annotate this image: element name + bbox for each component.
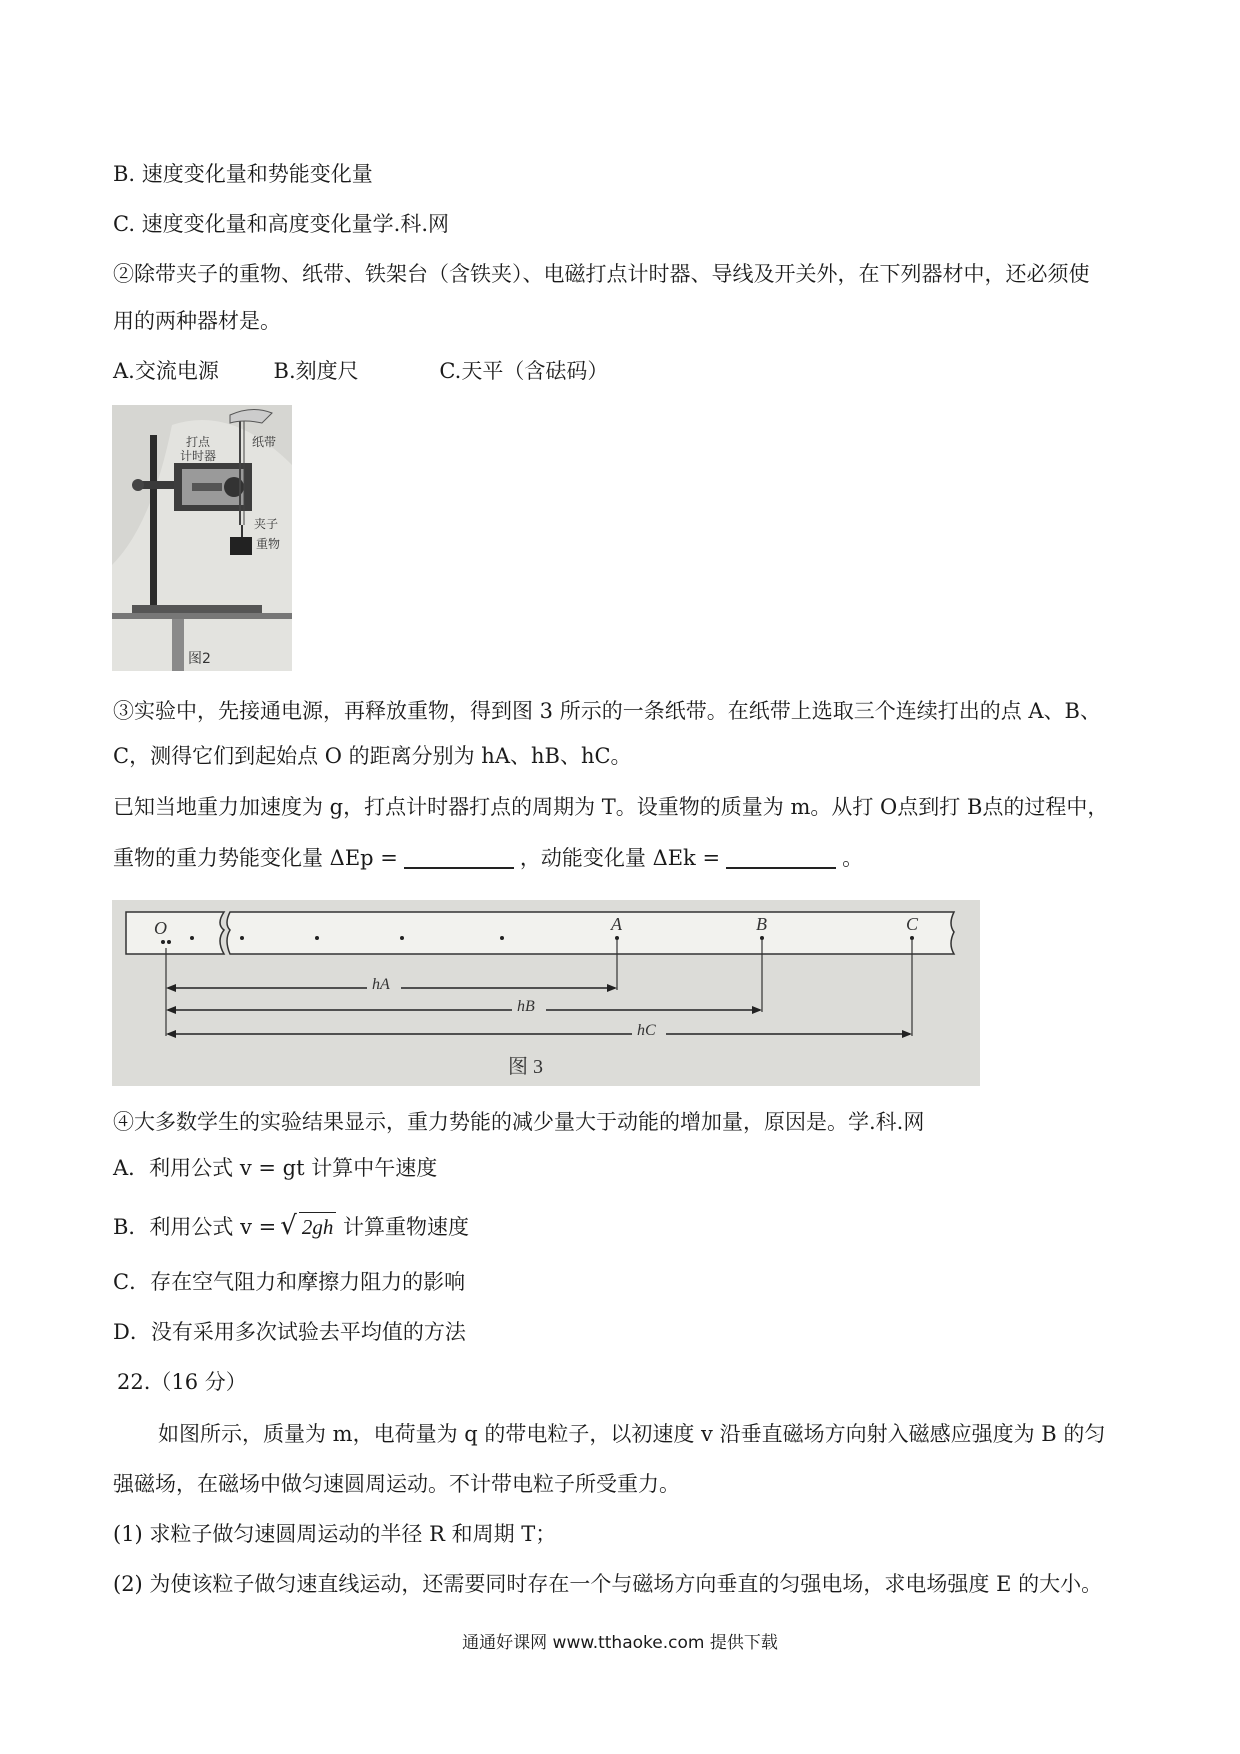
distance-hc: hC xyxy=(637,1022,656,1039)
label-timer: 打点 xyxy=(186,435,211,449)
question-4-option-a: A．利用公式 v = gt 计算中午速度 xyxy=(113,1156,438,1180)
label-timer-2: 计时器 xyxy=(180,449,217,463)
label-tape: 纸带 xyxy=(252,435,277,449)
potential-energy-text: 重物的重力势能变化量 ΔEp = xyxy=(113,846,398,870)
kinetic-energy-text: ，动能变化量 ΔEk = xyxy=(519,846,721,870)
problem-22-part-2: (2) 为使该粒子做匀速直线运动，还需要同时存在一个与磁场方向垂直的匀强电场，求电场强度 E 的大小。 xyxy=(113,1572,1103,1596)
problem-22-heading: 22.（16 分） xyxy=(117,1370,247,1394)
equipment-a: A.交流电源 xyxy=(113,359,219,383)
label-weight: 重物 xyxy=(256,537,281,551)
sqrt-icon: √ xyxy=(280,1211,297,1241)
question-4-option-c: C．存在空气阻力和摩擦力阻力的影响 xyxy=(113,1270,466,1294)
question-3-line-1: ③实验中，先接通电源，再释放重物，得到图 3 所示的一条纸带。在纸带上选取三个连续打出的点 A、B、 xyxy=(113,699,1101,723)
question-2-line-1: ②除带夹子的重物、纸带、铁架台（含铁夹）、电磁打点计时器、导线及开关外，在下列器材中，还必须使 xyxy=(113,262,1090,286)
figure-3-paper-tape xyxy=(112,900,980,1086)
option-b: B. 速度变化量和势能变化量 xyxy=(113,162,373,186)
question-4-option-b xyxy=(113,1212,469,1241)
distance-ha: hA xyxy=(372,976,390,993)
line-end-period: 。 xyxy=(842,846,864,870)
question-4-option-d: D．没有采用多次试验去平均值的方法 xyxy=(113,1320,466,1344)
figure-3-caption: 图 3 xyxy=(508,1056,543,1078)
answer-blank-potential[interactable] xyxy=(404,847,514,869)
question-4-line: ④大多数学生的实验结果显示，重力势能的减少量大于动能的增加量，原因是。学.科.网 xyxy=(113,1110,925,1134)
page-footer: 通通好课网 www.tthaoke.com 提供下载 xyxy=(462,1633,778,1653)
question-3-line-2: C，测得它们到起始点 O 的距离分别为 hA、hB、hC。 xyxy=(113,744,632,768)
label-clip: 夹子 xyxy=(254,517,279,531)
equipment-options xyxy=(113,357,608,385)
distance-hb: hB xyxy=(517,998,535,1015)
point-a: A xyxy=(611,914,622,934)
sqrt-radicand: 2gh xyxy=(299,1212,337,1241)
question-3-line-3: 已知当地重力加速度为 g，打点计时器打点的周期为 T。设重物的质量为 m。从打 O点到打 B点的过程中， xyxy=(113,795,1109,819)
option-b-prefix: B．利用公式 v = xyxy=(113,1215,277,1239)
problem-22-line-1: 如图所示，质量为 m，电荷量为 q 的带电粒子，以初速度 v 沿垂直磁场方向射入磁感应强度为 B 的匀 xyxy=(158,1422,1106,1446)
equipment-b: B.刻度尺 xyxy=(273,359,359,383)
figure-2-apparatus xyxy=(112,405,292,671)
answer-blank-kinetic[interactable] xyxy=(726,847,836,869)
option-b-suffix: 计算重物速度 xyxy=(336,1215,470,1239)
option-c: C. 速度变化量和高度变化量学.科.网 xyxy=(113,212,450,236)
problem-22-part-1: (1) 求粒子做匀速圆周运动的半径 R 和周期 T； xyxy=(113,1522,557,1546)
figure-2-caption: 图2 xyxy=(188,651,211,667)
point-b: B xyxy=(756,914,767,934)
question-3-line-4 xyxy=(113,844,863,872)
equipment-c: C.天平（含砝码） xyxy=(439,359,609,383)
problem-22-line-2: 强磁场，在磁场中做匀速圆周运动。不计带电粒子所受重力。 xyxy=(113,1472,680,1496)
question-2-line-2: 用的两种器材是。 xyxy=(113,309,281,333)
point-o: O xyxy=(154,918,167,938)
point-c: C xyxy=(906,914,919,934)
